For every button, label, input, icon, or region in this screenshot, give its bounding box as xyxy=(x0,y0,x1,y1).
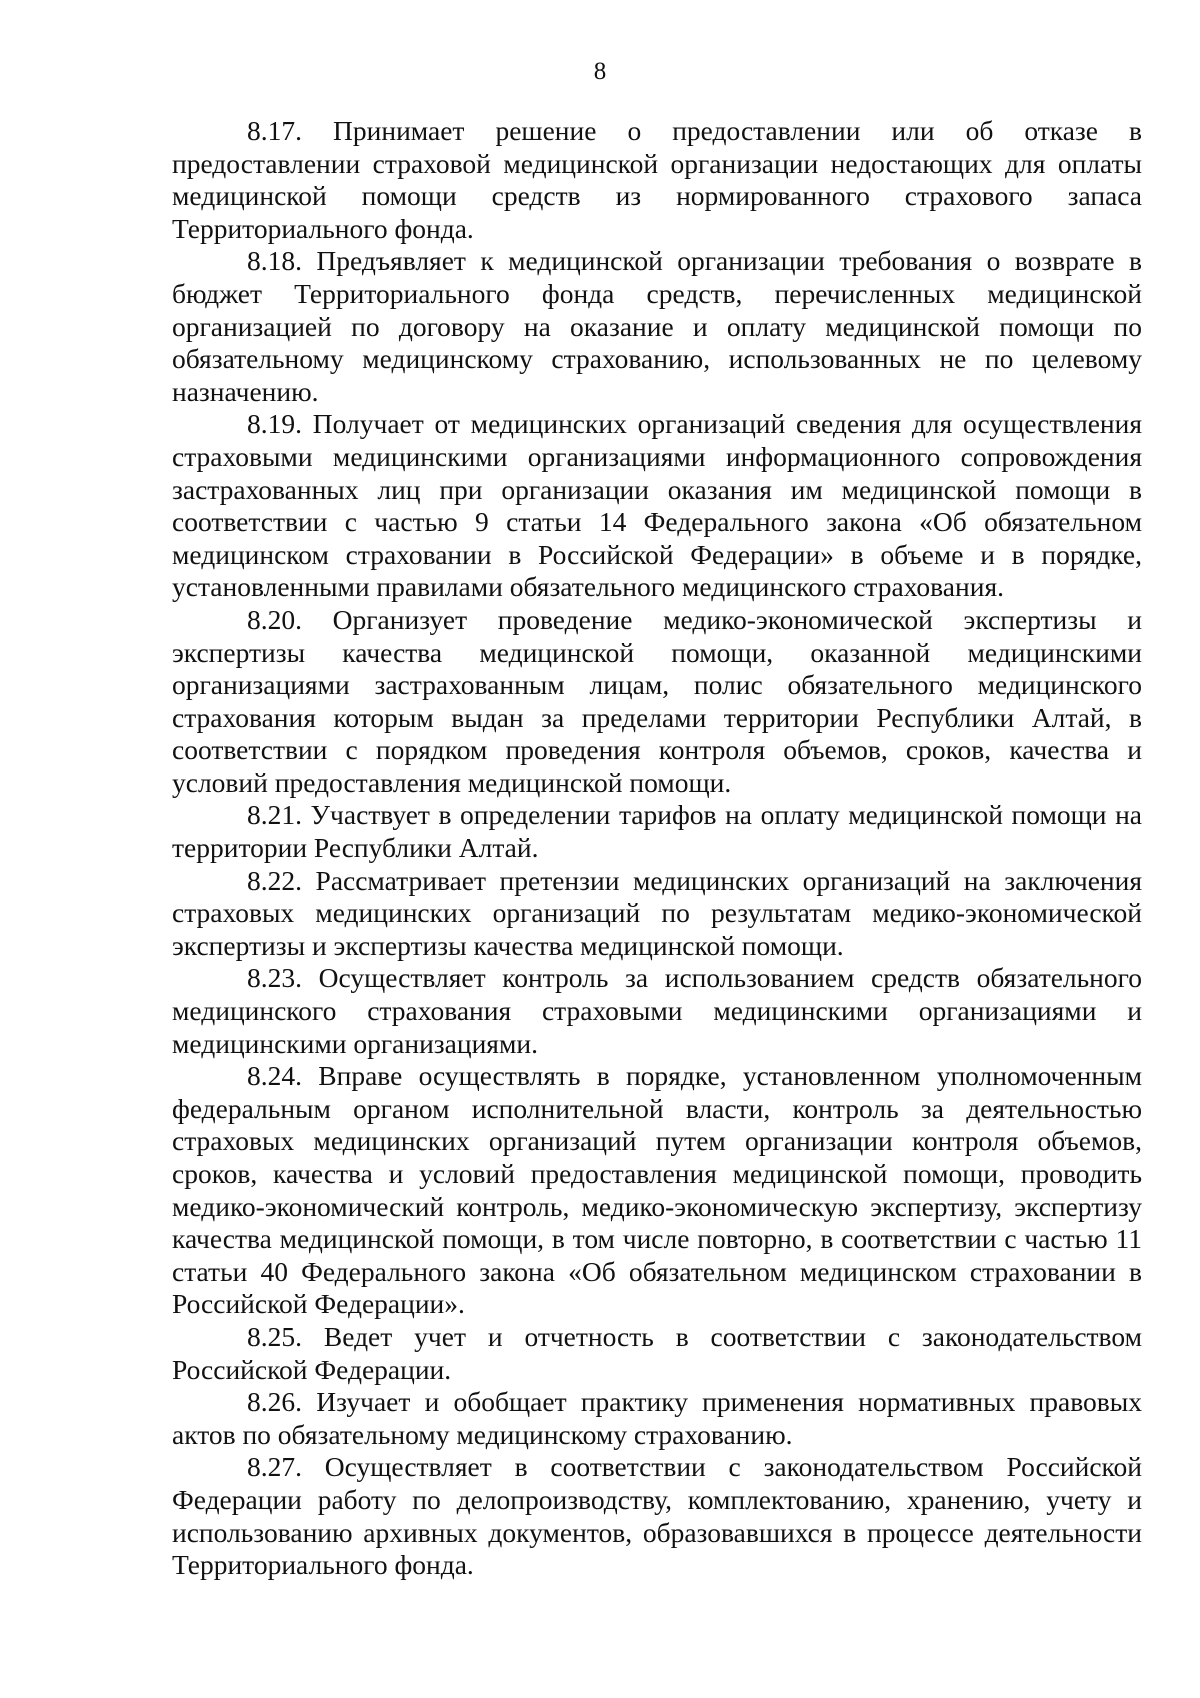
paragraph-8-18: 8.18. Предъявляет к медицинской организации требования о возврате в бюджет Территориального фонда средств, перечисленных медицинской организацией по договору на оказание и оплату медицинской помощи по обязательному медицинскому страхованию, использованных не по целевому назначению. xyxy=(172,245,1142,407)
paragraph-8-22: 8.22. Рассматривает претензии медицинских организаций на заключения страховых медицинских организаций по результатам медико-экономической экспертизы и экспертизы качества медицинской помощи. xyxy=(172,864,1142,961)
paragraph-8-27: 8.27. Осуществляет в соответствии с законодательством Российской Федерации работу по делопроизводству, комплектованию, хранению, учету и использованию архивных документов, образовавшихся в процессе деятельности Территориального фонда. xyxy=(172,1451,1142,1581)
paragraph-8-23: 8.23. Осуществляет контроль за использованием средств обязательного медицинского страхования страховыми медицинскими организациями и медицинскими организациями. xyxy=(172,962,1142,1059)
paragraph-8-25: 8.25. Ведет учет и отчетность в соответствии с законодательством Российской Федерации. xyxy=(172,1320,1142,1385)
paragraph-8-20: 8.20. Организует проведение медико-экономической экспертизы и экспертизы качества медицинской помощи, оказанной медицинскими организациями застрахованным лицам, полис обязательного медицинского страхования которым выдан за пределами территории Республики Алтай, в соответствии с порядком проведения контроля объемов, сроков, качества и условий предоставления медицинской помощи. xyxy=(172,603,1142,798)
paragraph-8-24: 8.24. Вправе осуществлять в порядке, установленном уполномоченным федеральным органом исполнительной власти, контроль за деятельностью страховых медицинских организаций путем организации контроля объемов, сроков, качества и условий предоставления медицинской помощи, проводить медико-экономический контроль, медико-экономическую экспертизу, экспертизу качества медицинской помощи, в том числе повторно, в соответствии с частью 11 статьи 40 Федерального закона «Об обязательном медицинском страховании в Российской Федерации». xyxy=(172,1060,1142,1320)
paragraph-8-17: 8.17. Принимает решение о предоставлении или об отказе в предоставлении страховой медицинской организации недостающих для оплаты медицинской помощи средств из нормированного страхового запаса Территориального фонда. xyxy=(172,115,1142,244)
document-body xyxy=(172,115,1142,1582)
paragraph-8-26: 8.26. Изучает и обобщает практику применения нормативных правовых актов по обязательному медицинскому страхованию. xyxy=(172,1386,1142,1450)
page-number: 8 xyxy=(593,58,607,85)
paragraph-8-21: 8.21. Участвует в определении тарифов на оплату медицинской помощи на территории Республики Алтай. xyxy=(172,799,1142,864)
paragraph-8-19: 8.19. Получает от медицинских организаций сведения для осуществления страховыми медицинскими организациями информационного сопровождения застрахованных лиц при организации оказания им медицинской помощи в соответствии с частью 9 статьи 14 Федерального закона «Об обязательном медицинском страховании в Российской Федерации» в объеме и в порядке, установленными правилами обязательного медицинского страхования. xyxy=(172,408,1142,603)
